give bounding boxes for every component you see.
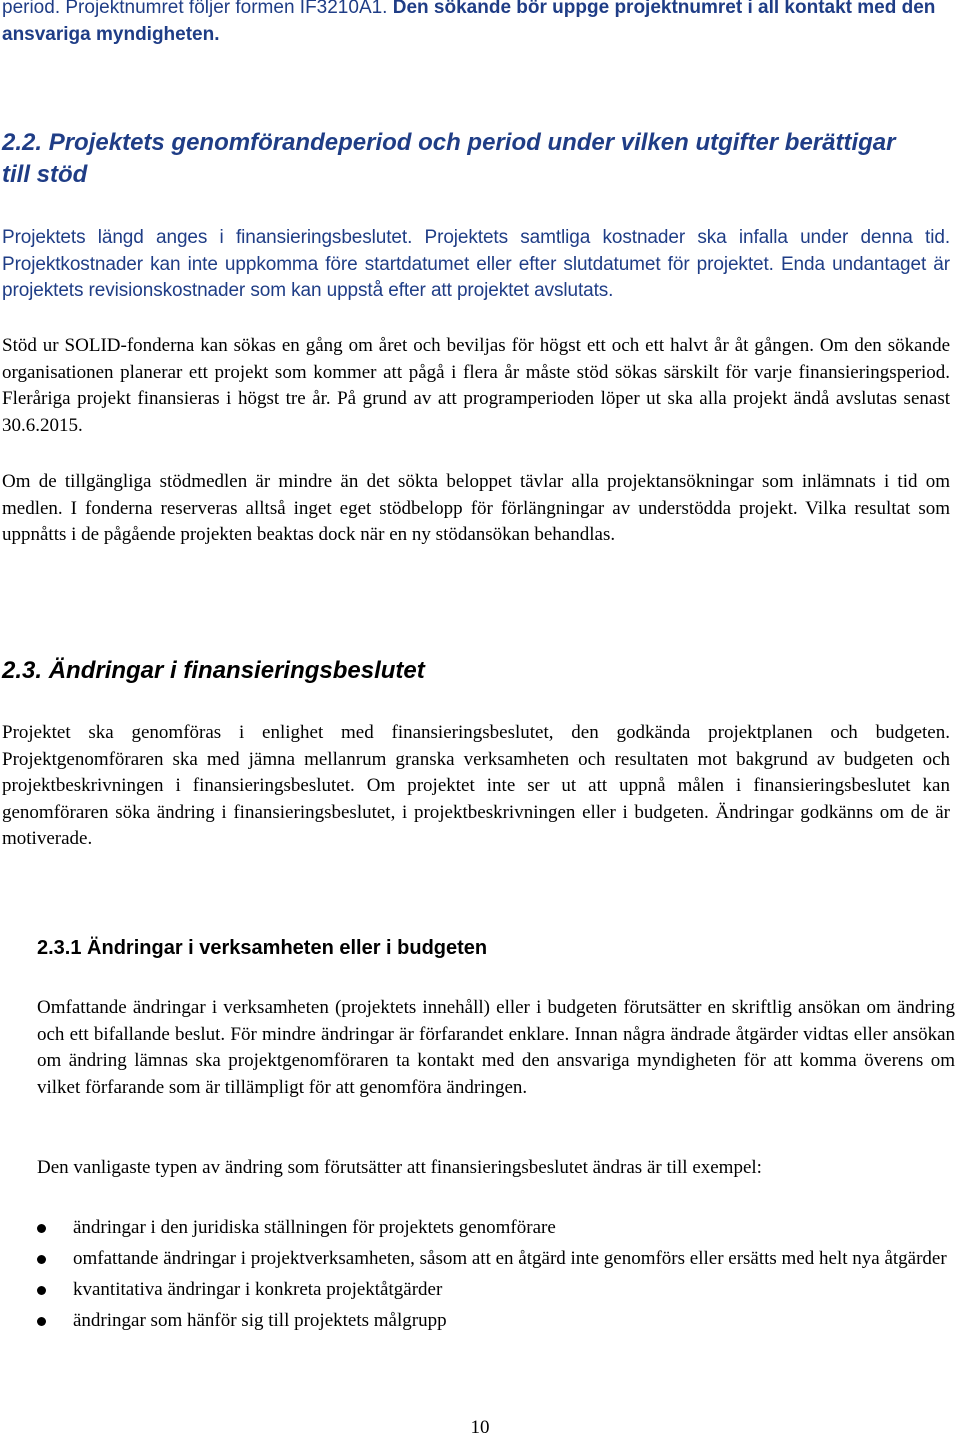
section-2-2-paragraph-1: Projektets längd anges i finansieringsbeslutet. Projektets samtliga kostnader ska infalla under denna tid. Projektkostnader kan inte uppkomma före startdatumet eller efter slutdatumet för projektet. Enda undantaget är projektets revisionskostnader som kan uppstå efter att projektet avslutats. — [2, 227, 950, 302]
section-2-3-title: Ändringar i finansieringsbeslutet — [48, 657, 425, 684]
list-item-text: ändringar i den juridiska ställningen för projektets genomförare — [73, 1217, 556, 1238]
bullet-dot-icon — [37, 1255, 46, 1264]
intro-paragraph — [2, 0, 950, 75]
page-number: 10 — [470, 1417, 490, 1438]
bullet-dot-icon — [37, 1317, 46, 1326]
section-2-2-paragraph-2: Stöd ur SOLID-fonderna kan sökas en gång om året och beviljas för högst ett och ett halvt år åt gången. Om den sökande organisationen planerar ett projekt som kommer att pågå i flera år måste stöd sökas särskilt för varje finansieringsperiod. Fleråriga projekt finansieras i högst tre år. På grund av att programperioden löper ut ska alla projekt ändå avslutas senast 30.6.2015. — [2, 335, 950, 436]
section-2-3-paragraph: Projektet ska genomföras i enlighet med finansieringsbeslutet, den godkända projektplanen och budgeten. Projektgenomföraren ska med jämna mellanrum granska verksamheten och resultaten mot bakgrund av budgeten och projektbeskrivningen i finansieringsbeslutet. Om projektet inte ser ut att uppnå målen i finansieringsbeslutet kan genomföraren söka ändring i finansieringsbeslutet, i projektbeskrivningen eller i budgeten. Ändringar godkänns om de är motiverade. — [2, 722, 950, 850]
section-2-2-paragraph-3: Om de tillgängliga stödmedlen är mindre än det sökta beloppet tävlar alla projektansökningar som inlämnats i tid om medlen. I fonderna reserveras alltså inget eget stödbelopp för förlängningar av understödda projekt. Vilka resultat som uppnåtts i de pågående projekten beaktas dock när en ny stödansökan behandlas. — [2, 471, 950, 546]
section-2-2-heading: 2.2. Projektets genomförandeperiod och period under vilken utgifter berättigar till stöd — [2, 129, 896, 188]
section-2-3-1-paragraph-2: Den vanligaste typen av ändring som förutsätter att finansieringsbeslutet ändras är till exempel: — [37, 1157, 762, 1178]
list-item-text: ändringar som hänför sig till projektets målgrupp — [73, 1310, 447, 1331]
list-item-text: omfattande ändringar i projektverksamheten, såsom att en åtgärd inte genomförs eller ersätts med helt nya åtgärder — [73, 1248, 947, 1269]
intro-bold-text: Den sökande bör uppge projektnumret i all kontakt med den ansvariga myndigheten. — [2, 0, 936, 45]
list-item — [0, 1276, 958, 1304]
list-item — [0, 1214, 958, 1242]
section-2-3-heading — [2, 655, 950, 687]
bullet-dot-icon — [37, 1286, 46, 1295]
section-2-3-number: 2.3. — [2, 657, 43, 684]
intro-text: period. Projektnumret följer formen IF3210A1. — [2, 0, 393, 18]
change-types-list — [0, 1214, 958, 1335]
list-item-text: kvantitativa ändringar i konkreta projektåtgärder — [73, 1279, 443, 1300]
section-2-3-1-paragraph-1: Omfattande ändringar i verksamheten (projektets innehåll) eller i budgeten förutsätter en skriftlig ansökan om ändring och ett bifallande beslut. För mindre ändringar är förfarandet enklare. Innan några ändrade åtgärder vidtas eller ansökan om ändring lämnas ska projektgenomföraren ta kontakt med den ansvariga myndigheten för att komma överens om vilket förfarande som är tillämpligt för att genomföra ändringen. — [37, 997, 955, 1098]
section-2-3-1-heading: 2.3.1 Ändringar i verksamheten eller i budgeten — [37, 937, 488, 959]
bullet-dot-icon — [37, 1224, 46, 1233]
list-item — [0, 1307, 958, 1335]
list-item — [0, 1245, 958, 1273]
